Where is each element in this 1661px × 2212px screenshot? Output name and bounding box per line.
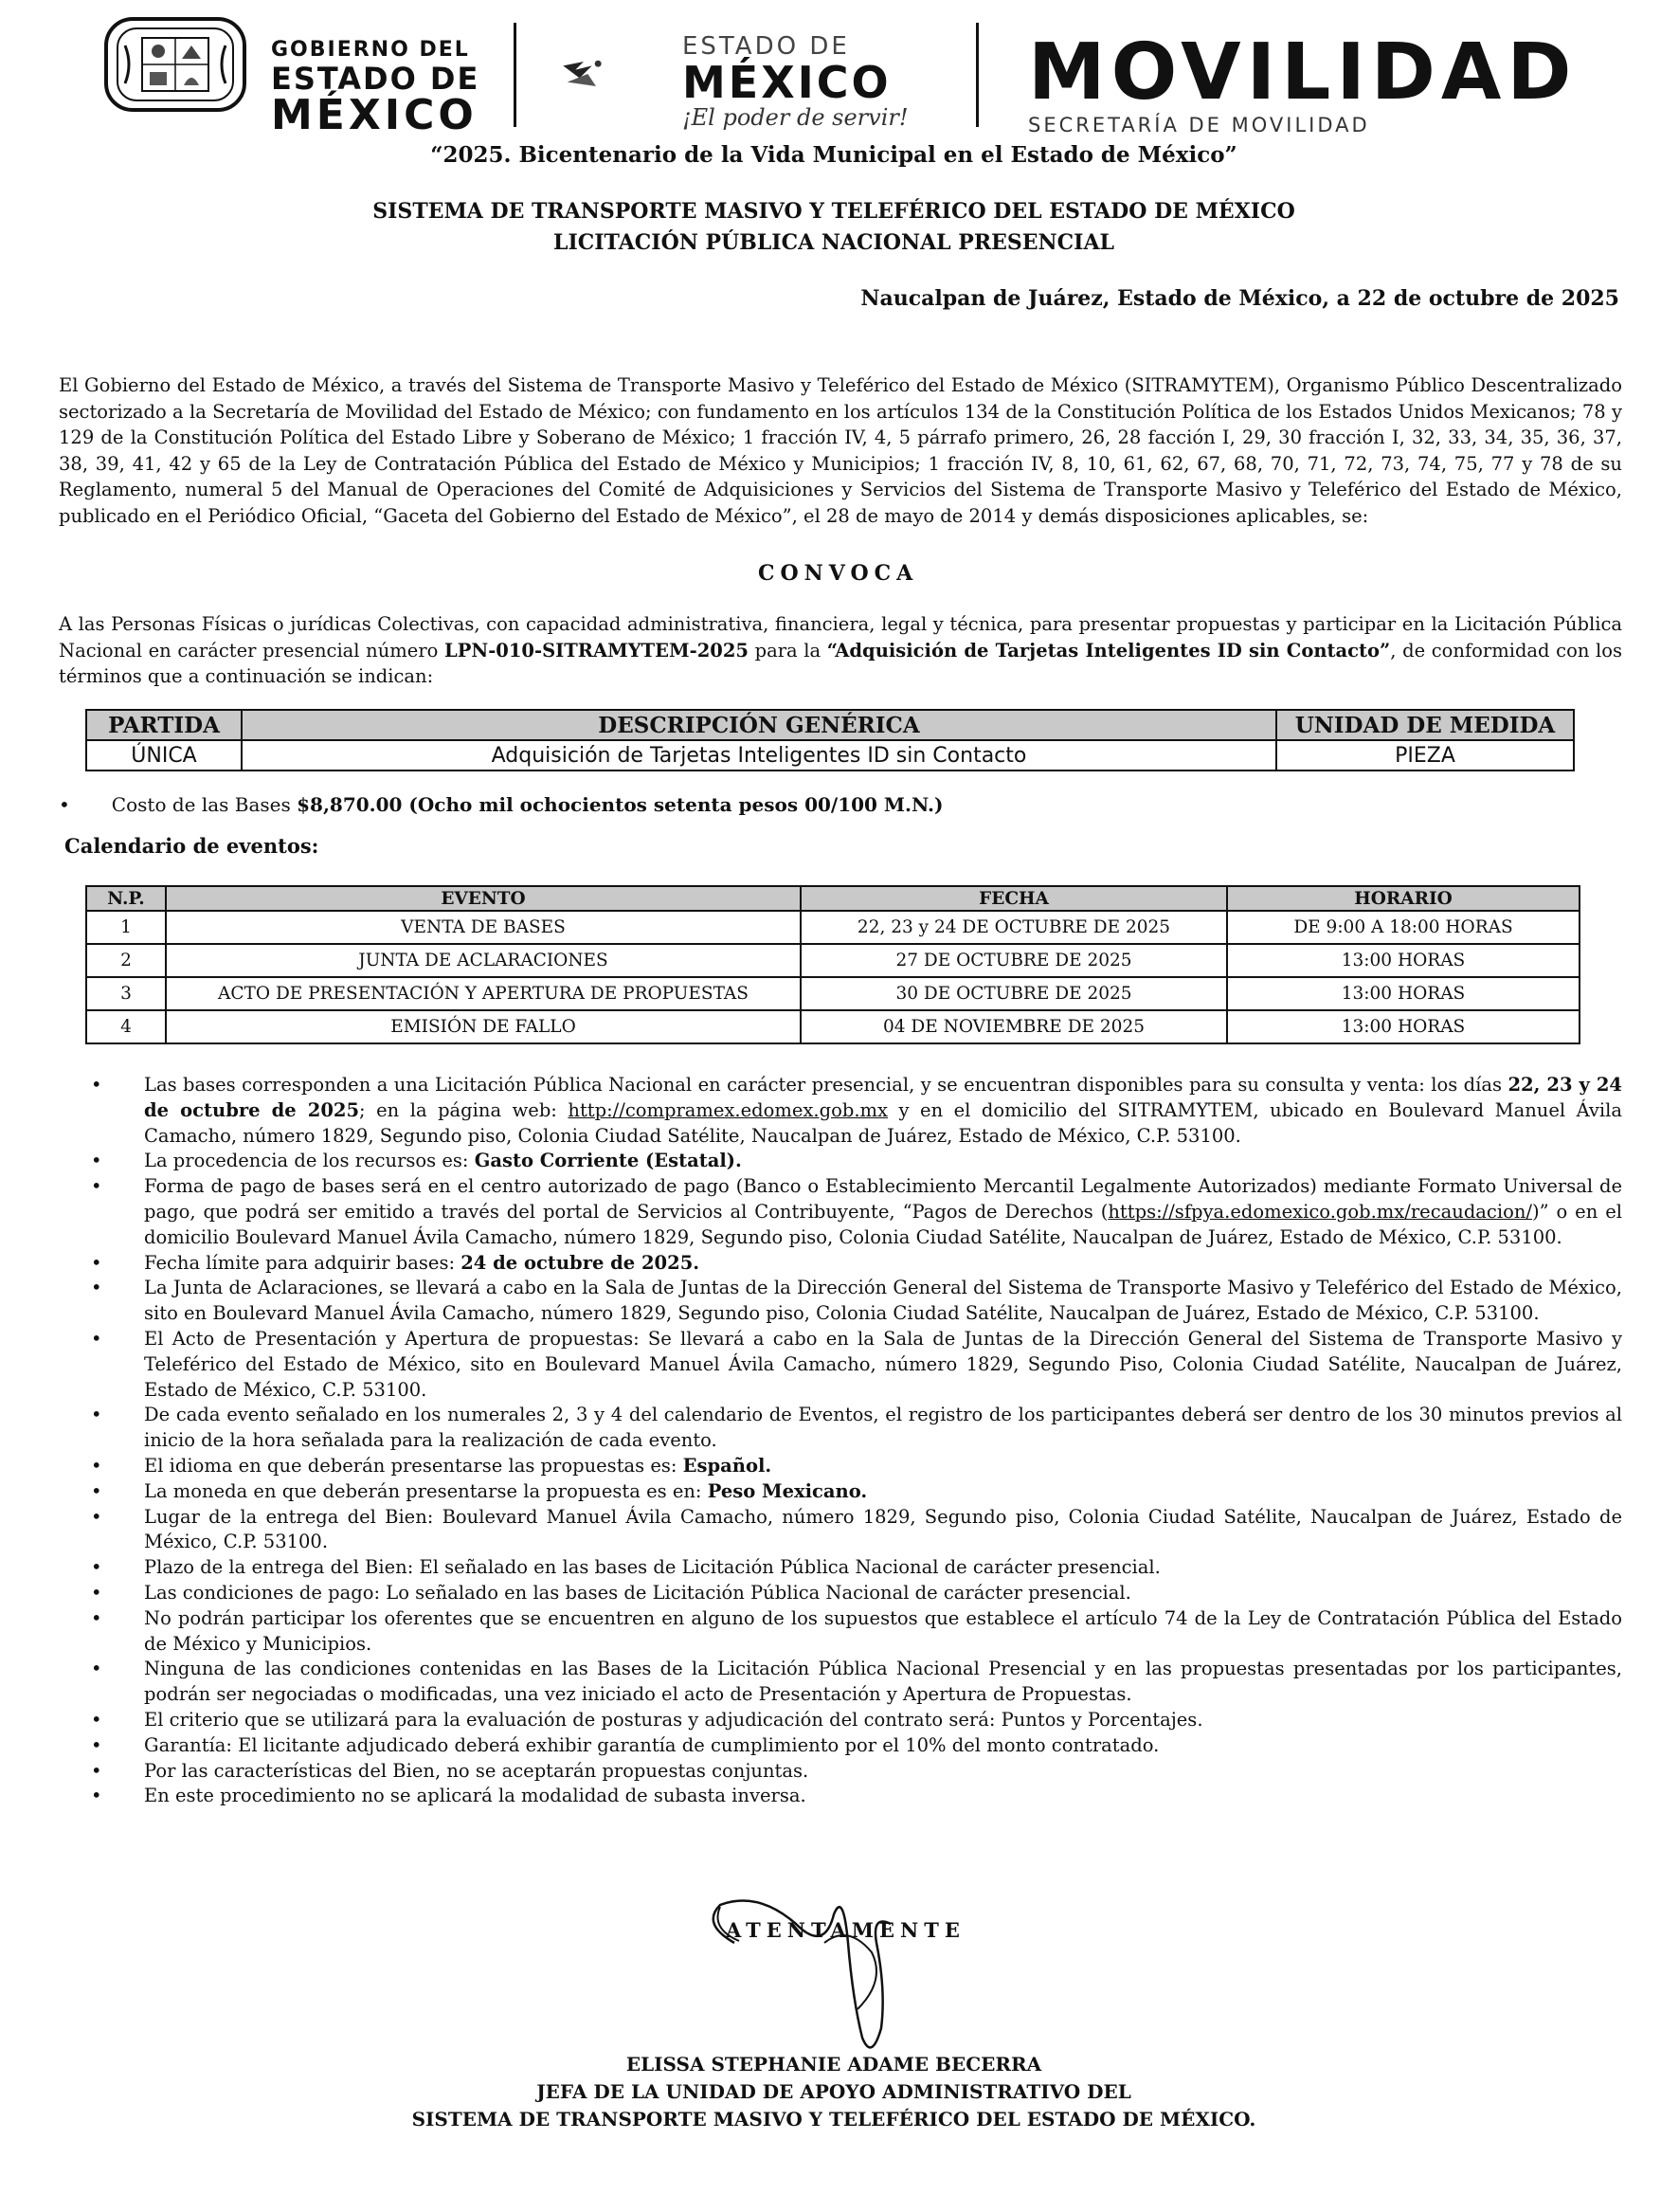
intro-paragraph: El Gobierno del Estado de México, a través del Sistema de Transporte Masivo y Teleférico del Estado de México (SITRAMYTEM), Organismo Público Descentralizado sectorizado a la Secretaría de Movilidad del Estado de México; con fundamento en los artículos 134 de la Constitución Política de los Estados Unidos Mexicanos; 78 y 129 de la Constitución Política del Estado Libre y Soberano de México; 1 fracción IV, 4, 5 párrafo primero, 26, 28 facción I, 29, 30 fracción I, 32, 33, 34, 35, 36, 37, 38, 39, 41, 42 y 65 de la Ley de Contratación Pública del Estado de México y Municipios; 1 fracción IV, 8, 10, 61, 62, 67, 68, 70, 71, 72, 73, 74, 75, 77 y 78 de su Reglamento, numeral 5 del Manual de Operaciones del Comité de Adquisiciones y Servicios del Sistema de Transporte Masivo y Teleférico del Estado de México, publicado en el Periódico Oficial, “Gaceta del Gobierno del Estado de México”, el 28 de mayo de 2014 y demás disposiciones aplicables, se: <box>59 374 1622 527</box>
list-item <box>91 1174 1622 1250</box>
list-item <box>91 1251 1622 1277</box>
term-text: La procedencia de los recursos es: <box>144 1150 475 1172</box>
list-item <box>91 1149 1622 1174</box>
table-cell: 30 DE OCTUBRE DE 2025 <box>801 977 1227 1010</box>
column-header: PARTIDA <box>86 710 242 740</box>
terms-list <box>91 1073 1622 1809</box>
table-cell: 1 <box>86 911 166 944</box>
convoca-heading: CONVOCA <box>758 561 919 586</box>
term-text: Forma de pago de bases será en el centro autorizado de pago (Banco o Establecimiento Mercantil Legalmente Autorizados) mediante Formato Universal de pago, que podrá ser emitido a través del portal de Servicios al Contribuyente, “Pagos de Derechos ( <box>144 1175 1622 1223</box>
table-cell: 3 <box>86 977 166 1010</box>
list-item: • En este procedimiento no se aplicará la modalidad de subasta inversa. <box>91 1784 1622 1809</box>
term-bold: 24 de octubre de 2025. <box>460 1251 700 1274</box>
term-text: ; en la página web: <box>359 1098 569 1121</box>
table-header-row <box>86 710 1574 740</box>
compramex-link[interactable]: http://compramex.edomex.gob.mx <box>568 1098 889 1121</box>
signer-name: ELISSA STEPHANIE ADAME BECERRA <box>625 2053 1042 2076</box>
term-bold: Peso Mexicano. <box>707 1479 868 1502</box>
column-header: UNIDAD DE MEDIDA <box>1276 710 1574 740</box>
state-coat-of-arms-icon <box>104 17 246 112</box>
term-text: El idioma en que deberán presentarse las propuestas es: <box>144 1454 683 1477</box>
table-header-row <box>86 886 1580 911</box>
estado-de-mexico-emblem-icon <box>559 27 682 121</box>
handwritten-signature-icon <box>682 1886 1004 2066</box>
term-text: )” o en el domicilio Boulevard Manuel Ávila Camacho, número 1829, Segundo piso, Colonia Ciudad Satélite, Naucalpan de Juárez, Estado de México, C.P. 53100. <box>144 1200 1622 1248</box>
table-cell: JUNTA DE ACLARACIONES <box>166 944 801 977</box>
list-item <box>91 1454 1622 1479</box>
table-cell: 13:00 HORAS <box>1227 944 1580 977</box>
table-cell: Adquisición de Tarjetas Inteligentes ID sin Contacto <box>242 740 1276 771</box>
table-cell: 27 DE OCTUBRE DE 2025 <box>801 944 1227 977</box>
gobierno-line2: ESTADO DE <box>271 61 480 97</box>
document-title: SISTEMA DE TRANSPORTE MASIVO Y TELEFÉRICO DEL ESTADO DE MÉXICO <box>372 199 1295 224</box>
gobierno-line3: MÉXICO <box>271 91 478 139</box>
list-item: • Plazo de la entrega del Bien: El señalado en las bases de Licitación Pública Nacional de carácter presencial. <box>91 1555 1622 1581</box>
convoca-text: A las Personas Físicas o jurídicas Colectivas, con capacidad administrativa, financiera, legal y técnica, para presentar propuestas y participar en la Licitación Pública Nacional en carácter presencial número <box>59 613 1622 662</box>
table-cell: 4 <box>86 1010 166 1043</box>
estado-wordmark <box>682 32 909 131</box>
column-header: DESCRIPCIÓN GENÉRICA <box>242 710 1276 740</box>
bullet-marker: • <box>59 793 70 816</box>
list-item: • Las condiciones de pago: Lo señalado en las bases de Licitación Pública Nacional de carácter presencial. <box>91 1581 1622 1606</box>
estado-line2: MÉXICO <box>682 57 892 108</box>
table-cell: PIEZA <box>1276 740 1574 771</box>
bases-cost <box>59 793 943 816</box>
movilidad-subtitle: SECRETARÍA DE MOVILIDAD <box>1028 114 1370 136</box>
estado-slogan: ¡El poder de servir! <box>682 104 909 131</box>
table-cell: 13:00 HORAS <box>1227 977 1580 1010</box>
calendar-title: Calendario de eventos: <box>64 834 319 858</box>
events-table <box>85 885 1580 1044</box>
movilidad-title: MOVILIDAD <box>1028 27 1578 118</box>
list-item <box>91 1073 1622 1149</box>
closing-salutation: ATENTAMENTE <box>726 1918 966 1942</box>
table-row <box>86 1010 1580 1043</box>
estado-line1: ESTADO DE <box>682 32 850 61</box>
list-item: • Por las características del Bien, no se aceptarán propuestas conjuntas. <box>91 1759 1622 1785</box>
list-item: • El Acto de Presentación y Apertura de propuestas: Se llevará a cabo en la Sala de Juntas de la Dirección General del Sistema de Transporte Masivo y Teleférico del Estado de México, sito en Boulevard Manuel Ávila Camacho, número 1829, Segundo Piso, Colonia Ciudad Satélite, Naucalpan de Juárez, Estado de México, C.P. 53100. <box>91 1327 1622 1403</box>
tender-number: LPN-010-SITRAMYTEM-2025 <box>444 639 749 662</box>
gobierno-line1: GOBIERNO DEL <box>271 38 470 62</box>
header-divider <box>976 23 979 127</box>
column-header: FECHA <box>801 886 1227 911</box>
items-table <box>85 709 1575 771</box>
payment-portal-link[interactable]: https://sfpya.edomexico.gob.mx/recaudacion/ <box>1108 1200 1532 1223</box>
term-text: Las bases corresponden a una Licitación Pública Nacional en carácter presencial, y se encuentran disponibles para su consulta y venta: los días <box>144 1074 1508 1096</box>
gobierno-wordmark <box>271 38 480 139</box>
table-cell: 22, 23 y 24 DE OCTUBRE DE 2025 <box>801 911 1227 944</box>
term-bold: 22, 23 y 24 de octubre de 2025 <box>144 1074 1622 1121</box>
convoca-text: para la <box>748 639 827 662</box>
table-row <box>86 977 1580 1010</box>
list-item: • Ninguna de las condiciones contenidas en las Bases de la Licitación Pública Nacional Presencial y en las propuestas presentadas por los participantes, podrán ser negociadas o modificadas, una vez iniciado el acto de Presentación y Apertura de Propuestas. <box>91 1657 1622 1708</box>
column-header: HORARIO <box>1227 886 1580 911</box>
term-bold: Español. <box>682 1454 772 1477</box>
term-text: Fecha límite para adquirir bases: <box>144 1251 461 1274</box>
term-bold: Gasto Corriente (Estatal). <box>474 1150 742 1172</box>
signer-title: JEFA DE LA UNIDAD DE APOYO ADMINISTRATIVO DEL <box>536 2080 1131 2103</box>
list-item: • No podrán participar los oferentes que se encuentren en alguno de los supuestos que establece el artículo 74 de la Ley de Contratación Pública del Estado de México y Municipios. <box>91 1606 1622 1658</box>
signer-organization: SISTEMA DE TRANSPORTE MASIVO Y TELEFÉRICO DEL ESTADO DE MÉXICO. <box>411 2108 1256 2130</box>
movilidad-wordmark <box>1028 27 1578 136</box>
table-cell: ACTO DE PRESENTACIÓN Y APERTURA DE PROPUESTAS <box>166 977 801 1010</box>
table-cell: ÚNICA <box>86 740 242 771</box>
table-cell: DE 9:00 A 18:00 HORAS <box>1227 911 1580 944</box>
table-cell: 2 <box>86 944 166 977</box>
list-item: • De cada evento señalado en los numerales 2, 3 y 4 del calendario de Eventos, el registro de los participantes deberá ser dentro de los 30 minutos previos al inicio de la hora señalada para la realización de cada evento. <box>91 1403 1622 1454</box>
header-divider <box>514 23 516 127</box>
year-motto: “2025. Bicentenario de la Vida Municipal en el Estado de México” <box>430 142 1237 168</box>
table-cell: 04 DE NOVIEMBRE DE 2025 <box>801 1010 1227 1043</box>
convoca-text: , de conformidad con los términos que a continuación se indican: <box>59 639 1622 687</box>
document-subtitle: LICITACIÓN PÚBLICA NACIONAL PRESENCIAL <box>552 230 1114 255</box>
list-item: • La Junta de Aclaraciones, se llevará a cabo en la Sala de Juntas de la Dirección General del Sistema de Transporte Masivo y Teleférico del Estado de México, sito en Boulevard Manuel Ávila Camacho, número 1829, Segundo piso, Colonia Ciudad Satélite, Naucalpan de Juárez, Estado de México, C.P. 53100. <box>91 1276 1622 1327</box>
table-cell: VENTA DE BASES <box>166 911 801 944</box>
table-row <box>86 740 1574 771</box>
list-item: • Garantía: El licitante adjudicado deberá exhibir garantía de cumplimiento por el 10% del monto contratado. <box>91 1733 1622 1759</box>
column-header: EVENTO <box>166 886 801 911</box>
table-row <box>86 944 1580 977</box>
term-text: y en el domicilio del SITRAMYTEM, ubicado en Boulevard Manuel Ávila Camacho, número 1829, Segundo piso, Colonia Ciudad Satélite, Naucalpan de Juárez, Estado de México, C.P. 53100. <box>144 1098 1623 1147</box>
list-item <box>91 1479 1622 1505</box>
cost-value: $8,870.00 (Ocho mil ochocientos setenta pesos 00/100 M.N.) <box>297 793 944 816</box>
tender-object: “Adquisición de Tarjetas Inteligentes ID sin Contacto” <box>826 639 1391 662</box>
table-row <box>86 911 1580 944</box>
convoca-paragraph <box>59 611 1622 690</box>
place-and-date: Naucalpan de Juárez, Estado de México, a 22 de octubre de 2025 <box>860 286 1619 311</box>
term-text: La moneda en que deberán presentarse la propuesta es en: <box>144 1479 708 1502</box>
cost-label: Costo de las Bases <box>111 793 298 816</box>
letterhead <box>104 13 1620 139</box>
list-item: • Lugar de la entrega del Bien: Boulevard Manuel Ávila Camacho, número 1829, Segundo piso, Colonia Ciudad Satélite, Naucalpan de Juárez, Estado de México, C.P. 53100. <box>91 1505 1622 1556</box>
list-item: • El criterio que se utilizará para la evaluación de posturas y adjudicación del contrato será: Puntos y Porcentajes. <box>91 1708 1622 1733</box>
column-header: N.P. <box>86 886 166 911</box>
table-cell: EMISIÓN DE FALLO <box>166 1010 801 1043</box>
table-cell: 13:00 HORAS <box>1227 1010 1580 1043</box>
